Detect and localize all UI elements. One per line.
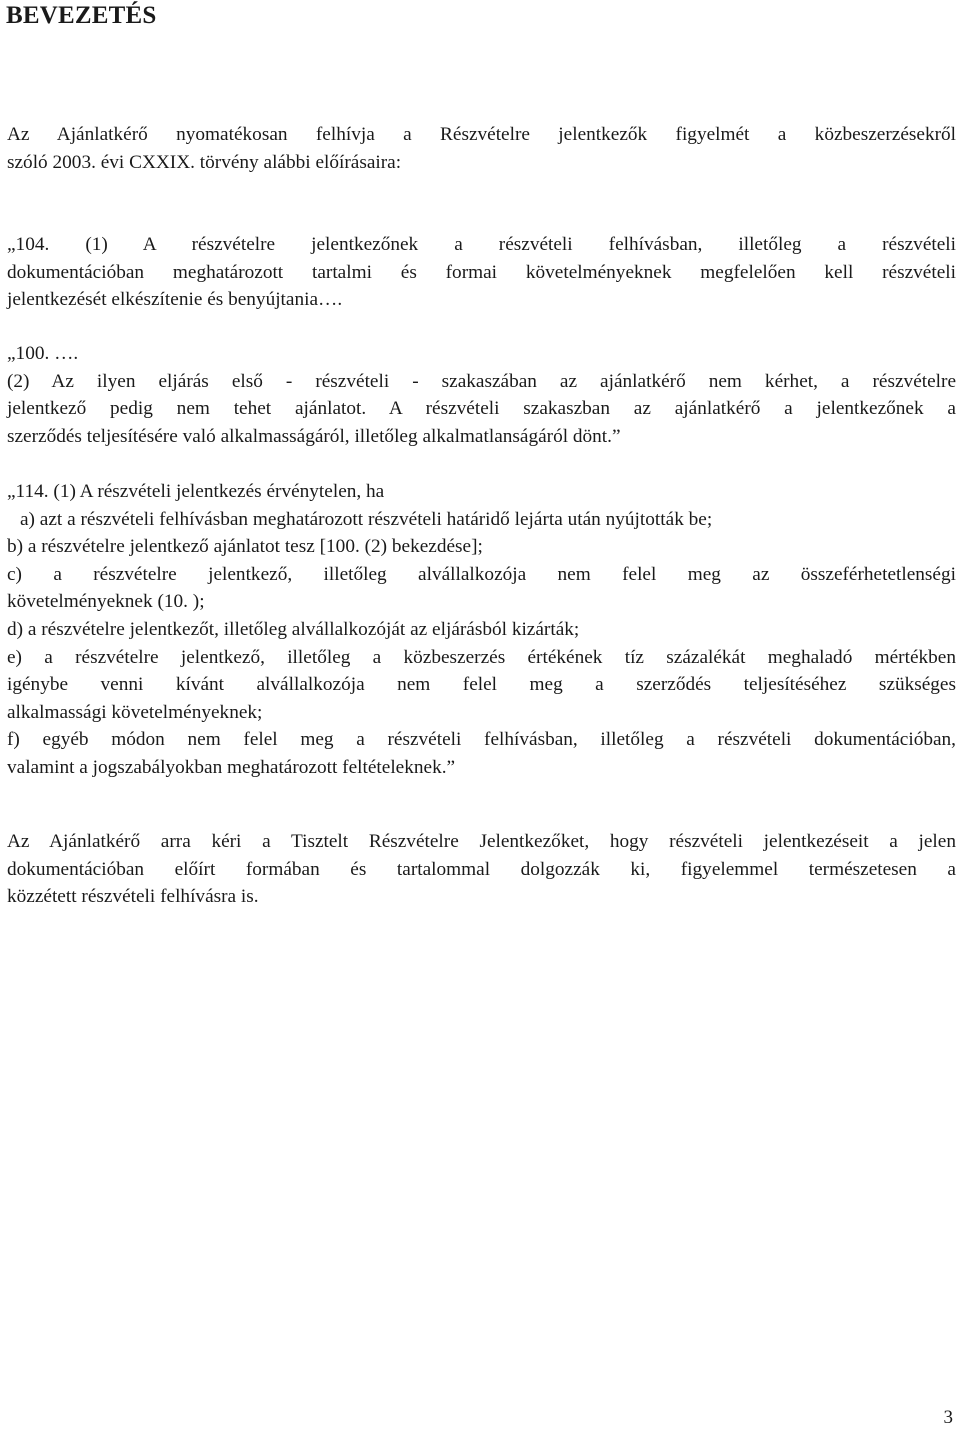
list-item: alkalmassági követelményeknek; bbox=[7, 701, 263, 723]
intro-paragraph bbox=[7, 121, 956, 176]
paragraph-line: jelentkező pedig nem tehet ajánlatot. A részvételi szakaszban az ajánlatkérő a jelentkezőnek a bbox=[7, 398, 956, 420]
list-item: d) a részvételre jelentkezőt, illetőleg alvállalkozóját az eljárásból kizárták; bbox=[7, 618, 580, 640]
list-item: igénybe venni kívánt alvállalkozója nem felel meg a szerződés teljesítéséhez szükséges bbox=[7, 674, 956, 696]
quote-114 bbox=[7, 478, 956, 782]
paragraph-line: Az Ajánlatkérő nyomatékosan felhívja a Részvételre jelentkezők figyelmét a közbeszerzésekről bbox=[7, 124, 956, 145]
paragraph-line: szerződés teljesítésére való alkalmasságáról, illetőleg alkalmatlanságáról dönt.” bbox=[7, 425, 621, 447]
list-item: követelményeknek (10. ); bbox=[7, 591, 205, 613]
page-number: 3 bbox=[943, 1407, 953, 1428]
paragraph-line: (2) Az ilyen eljárás első - részvételi - szakaszában az ajánlatkérő nem kérhet, a részvételre bbox=[7, 370, 956, 392]
list-item: c) a részvételre jelentkező, illetőleg alvállalkozója nem felel meg az összeférhetetlenségi bbox=[7, 563, 956, 585]
paragraph-line: jelentkezését elkészítenie és benyújtania…. bbox=[7, 289, 343, 311]
paragraph-line: Az Ajánlatkérő arra kéri a Tisztelt Részvételre Jelentkezőket, hogy részvételi jelentkezéseit a jelen bbox=[7, 831, 956, 852]
paragraph-line: dokumentációban előírt formában és tartalommal dolgozzák ki, figyelemmel természetesen a bbox=[7, 858, 956, 880]
closing-paragraph bbox=[7, 828, 956, 911]
quote-heading: „114. (1) A részvételi jelentkezés érvénytelen, ha bbox=[7, 481, 385, 502]
page-heading: BEVEZETÉS bbox=[6, 2, 157, 29]
quote-104 bbox=[7, 231, 956, 314]
paragraph-line: „104. (1) A részvételre jelentkezőnek a részvételi felhívásban, illetőleg a részvételi bbox=[7, 234, 956, 255]
paragraph-line: szóló 2003. évi CXXIX. törvény alábbi előírásaira: bbox=[7, 151, 402, 173]
quote-100 bbox=[7, 340, 956, 450]
list-item: b) a részvételre jelentkező ajánlatot tesz [100. (2) bekezdése]; bbox=[7, 536, 483, 558]
paragraph-line: dokumentációban meghatározott tartalmi és formai követelményeknek megfelelően kell részvételi bbox=[7, 261, 956, 283]
paragraph-line: közzétett részvételi felhívásra is. bbox=[7, 886, 259, 908]
list-item: f) egyéb módon nem felel meg a részvételi felhívásban, illetőleg a részvételi dokumentációban, bbox=[7, 729, 956, 751]
quote-heading: „100. …. bbox=[7, 343, 79, 364]
list-item: e) a részvételre jelentkező, illetőleg a közbeszerzés értékének tíz százalékát meghaladó mértékben bbox=[7, 646, 956, 668]
list-item: a) azt a részvételi felhívásban meghatározott részvételi határidő lejárta után nyújtották be; bbox=[20, 508, 713, 530]
list-item: valamint a jogszabályokban meghatározott feltételeknek.” bbox=[7, 756, 456, 778]
